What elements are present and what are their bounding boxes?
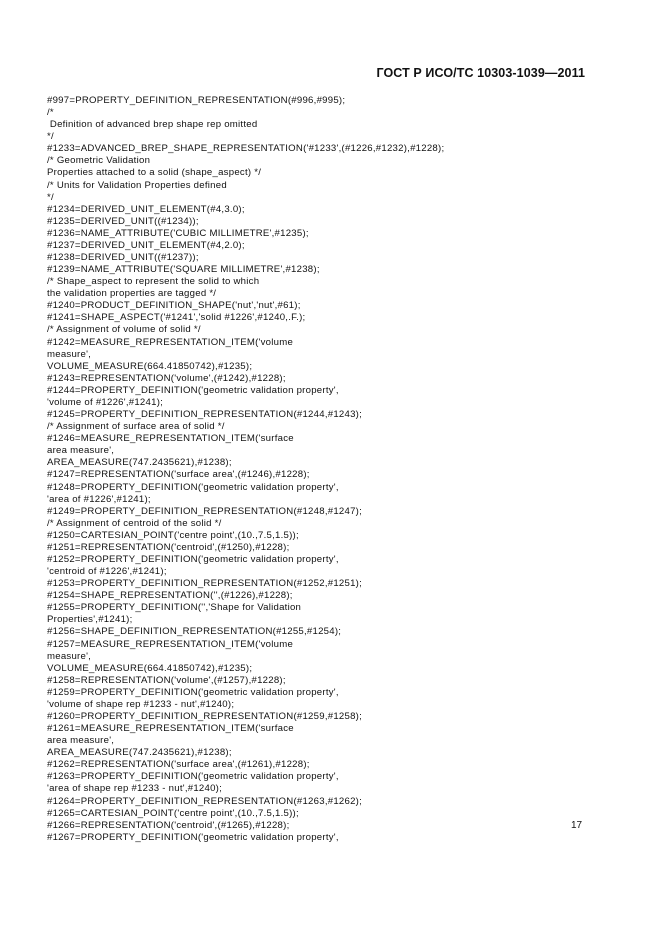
code-line: #1247=REPRESENTATION('surface area',(#1246),#1228); <box>47 469 310 481</box>
code-line: measure', <box>47 348 92 360</box>
code-line: 'volume of shape rep #1233 - nut',#1240); <box>47 698 235 710</box>
code-line: #1261=MEASURE_REPRESENTATION_ITEM('surface <box>47 723 294 735</box>
code-line: #1256=SHAPE_DEFINITION_REPRESENTATION(#1255,#1254); <box>47 626 342 638</box>
code-line: #1250=CARTESIAN_POINT('centre point',(10.,7.5,1.5)); <box>47 529 299 541</box>
code-line: /* Units for Validation Properties defined <box>47 179 227 191</box>
code-line: #1233=ADVANCED_BREP_SHAPE_REPRESENTATION('#1233',(#1226,#1232),#1228); <box>47 143 445 155</box>
code-line: #1262=REPRESENTATION('surface area',(#1261),#1228); <box>47 759 310 771</box>
code-line: #1263=PROPERTY_DEFINITION('geometric validation property', <box>47 771 339 783</box>
code-line: Definition of advanced brep shape rep omitted <box>47 119 258 131</box>
code-line: #1254=SHAPE_REPRESENTATION('',(#1226),#1228); <box>47 590 293 602</box>
code-line: #1245=PROPERTY_DEFINITION_REPRESENTATION(#1244,#1243); <box>47 409 363 421</box>
code-line: #1236=NAME_ATTRIBUTE('CUBIC MILLIMETRE',#1235); <box>47 227 309 239</box>
code-line: 'area of shape rep #1233 - nut',#1240); <box>47 783 223 795</box>
code-line: #1251=REPRESENTATION('centroid',(#1250),#1228); <box>47 541 290 553</box>
code-line: /* Assignment of centroid of the solid */ <box>47 517 222 529</box>
code-line: #1238=DERIVED_UNIT((#1237)); <box>47 252 199 264</box>
code-line: #1237=DERIVED_UNIT_ELEMENT(#4,2.0); <box>47 239 245 251</box>
code-line: AREA_MEASURE(747.2435621),#1238); <box>47 457 232 469</box>
step-code-listing <box>47 95 444 844</box>
code-line: #1264=PROPERTY_DEFINITION_REPRESENTATION(#1263,#1262); <box>47 795 363 807</box>
code-line: #1246=MEASURE_REPRESENTATION_ITEM('surface <box>47 433 294 445</box>
code-line: 'area of #1226',#1241); <box>47 493 151 505</box>
code-line: #1235=DERIVED_UNIT((#1234)); <box>47 215 199 227</box>
code-line: 'volume of #1226',#1241); <box>47 396 164 408</box>
code-line: #1243=REPRESENTATION('volume',(#1242),#1228); <box>47 372 286 384</box>
code-line: #1241=SHAPE_ASPECT('#1241','solid #1226',#1240,.F.); <box>47 312 306 324</box>
code-line: #1265=CARTESIAN_POINT('centre point',(10.,7.5,1.5)); <box>47 807 299 819</box>
code-line: #1252=PROPERTY_DEFINITION('geometric validation property', <box>47 553 339 565</box>
code-line: #1248=PROPERTY_DEFINITION('geometric validation property', <box>47 481 339 493</box>
code-line: /* Geometric Validation <box>47 155 151 167</box>
code-line: #1255=PROPERTY_DEFINITION('','Shape for Validation <box>47 602 302 614</box>
code-line: #1239=NAME_ATTRIBUTE('SQUARE MILLIMETRE',#1238); <box>47 264 320 276</box>
code-line: #1267=PROPERTY_DEFINITION('geometric validation property', <box>47 831 339 843</box>
code-line: Properties',#1241); <box>47 614 133 626</box>
code-line: #1260=PROPERTY_DEFINITION_REPRESENTATION(#1259,#1258); <box>47 710 363 722</box>
code-line: 'centroid of #1226',#1241); <box>47 566 167 578</box>
code-line: #1234=DERIVED_UNIT_ELEMENT(#4,3.0); <box>47 203 245 215</box>
code-line: /* Assignment of surface area of solid */ <box>47 421 225 433</box>
code-line: /* <box>47 107 54 119</box>
code-line: /* Shape_aspect to represent the solid to which <box>47 276 260 288</box>
code-line: AREA_MEASURE(747.2435621),#1238); <box>47 747 232 759</box>
code-line: #1258=REPRESENTATION('volume',(#1257),#1228); <box>47 674 286 686</box>
code-line: #1242=MEASURE_REPRESENTATION_ITEM('volume <box>47 336 294 348</box>
code-line: measure', <box>47 650 92 662</box>
document-header: ГОСТ Р ИСО/ТС 10303-1039—2011 <box>376 66 585 80</box>
code-line: #1240=PRODUCT_DEFINITION_SHAPE('nut','nut',#61); <box>47 300 301 312</box>
code-line: */ <box>47 131 54 143</box>
code-line: VOLUME_MEASURE(664.41850742),#1235); <box>47 662 253 674</box>
code-line: Properties attached to a solid (shape_aspect) */ <box>47 167 262 179</box>
code-line: #1253=PROPERTY_DEFINITION_REPRESENTATION(#1252,#1251); <box>47 578 363 590</box>
code-line: area measure', <box>47 445 115 457</box>
code-line: the validation properties are tagged */ <box>47 288 217 300</box>
page-number: 17 <box>571 820 583 831</box>
code-line: #1249=PROPERTY_DEFINITION_REPRESENTATION(#1248,#1247); <box>47 505 363 517</box>
code-line: #1257=MEASURE_REPRESENTATION_ITEM('volume <box>47 638 294 650</box>
code-line: #1244=PROPERTY_DEFINITION('geometric validation property', <box>47 384 339 396</box>
code-line: /* Assignment of volume of solid */ <box>47 324 201 336</box>
code-line: #1266=REPRESENTATION('centroid',(#1265),#1228); <box>47 819 290 831</box>
code-line: #997=PROPERTY_DEFINITION_REPRESENTATION(#996,#995); <box>47 95 346 106</box>
code-line: */ <box>47 191 54 203</box>
code-line: area measure', <box>47 735 115 747</box>
code-line: #1259=PROPERTY_DEFINITION('geometric validation property', <box>47 686 339 698</box>
code-line: VOLUME_MEASURE(664.41850742),#1235); <box>47 360 253 372</box>
